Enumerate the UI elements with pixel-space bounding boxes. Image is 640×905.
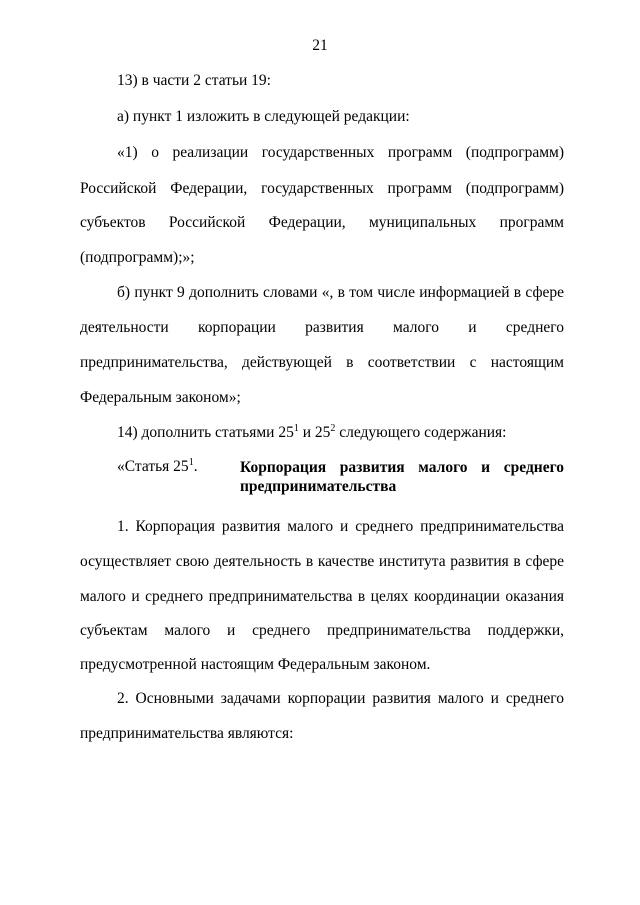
subitem-b-line-3: предпринимательства, действующей в соответствии с настоящим bbox=[80, 354, 564, 371]
subitem-b-line-4: Федеральным законом»; bbox=[80, 389, 241, 406]
quote-line-3: субъектов Российской Федерации, муниципальных программ bbox=[80, 214, 564, 231]
page-number: 21 bbox=[312, 37, 328, 54]
paragraph-1-line-5: предусмотренной настоящим Федеральным законом. bbox=[80, 656, 431, 673]
paragraph-1-line-2: осуществляет свою деятельность в качестве института развития в сфере bbox=[80, 553, 564, 570]
list-item-14-text-c: следующего содержания: bbox=[335, 424, 507, 441]
article-label-text: «Статья 25 bbox=[117, 458, 189, 475]
subitem-b-line-2: деятельности корпорации развития малого и среднего bbox=[80, 319, 564, 336]
article-label bbox=[117, 458, 198, 476]
superscript: 2 bbox=[330, 423, 336, 434]
paragraph-2-line-1: 2. Основными задачами корпорации развития малого и среднего bbox=[117, 690, 564, 707]
paragraph-1-line-3: малого и среднего предпринимательства в целях координации оказания bbox=[80, 588, 564, 605]
paragraph-2-line-2: предпринимательства являются: bbox=[80, 725, 294, 742]
list-item-14 bbox=[117, 424, 564, 442]
superscript: 1 bbox=[188, 457, 194, 468]
article-title bbox=[240, 458, 564, 496]
subitem-a: а) пункт 1 изложить в следующей редакции: bbox=[117, 108, 410, 125]
article-title-line-2: предпринимательства bbox=[240, 478, 397, 495]
quote-line-1: «1) о реализации государственных программ (подпрограмм) bbox=[117, 144, 564, 161]
article-label-dot: . bbox=[193, 458, 198, 475]
quote-line-4: (подпрограмм);»; bbox=[80, 249, 195, 266]
subitem-b-line-1: б) пункт 9 дополнить словами «, в том числе информацией в сфере bbox=[117, 284, 564, 301]
list-item-14-text-a: 14) дополнить статьями 25 bbox=[117, 424, 294, 441]
paragraph-1-line-4: субъектам малого и среднего предпринимательства поддержки, bbox=[80, 622, 564, 639]
article-title-line-1: Корпорация развития малого и среднего bbox=[240, 459, 564, 476]
list-item-13: 13) в части 2 статьи 19: bbox=[117, 72, 271, 89]
quote-line-2: Российской Федерации, государственных программ (подпрограмм) bbox=[80, 180, 564, 197]
paragraph-1-line-1: 1. Корпорация развития малого и среднего предпринимательства bbox=[117, 518, 564, 535]
list-item-14-text-b: и 25 bbox=[298, 424, 331, 441]
superscript: 1 bbox=[293, 423, 299, 434]
